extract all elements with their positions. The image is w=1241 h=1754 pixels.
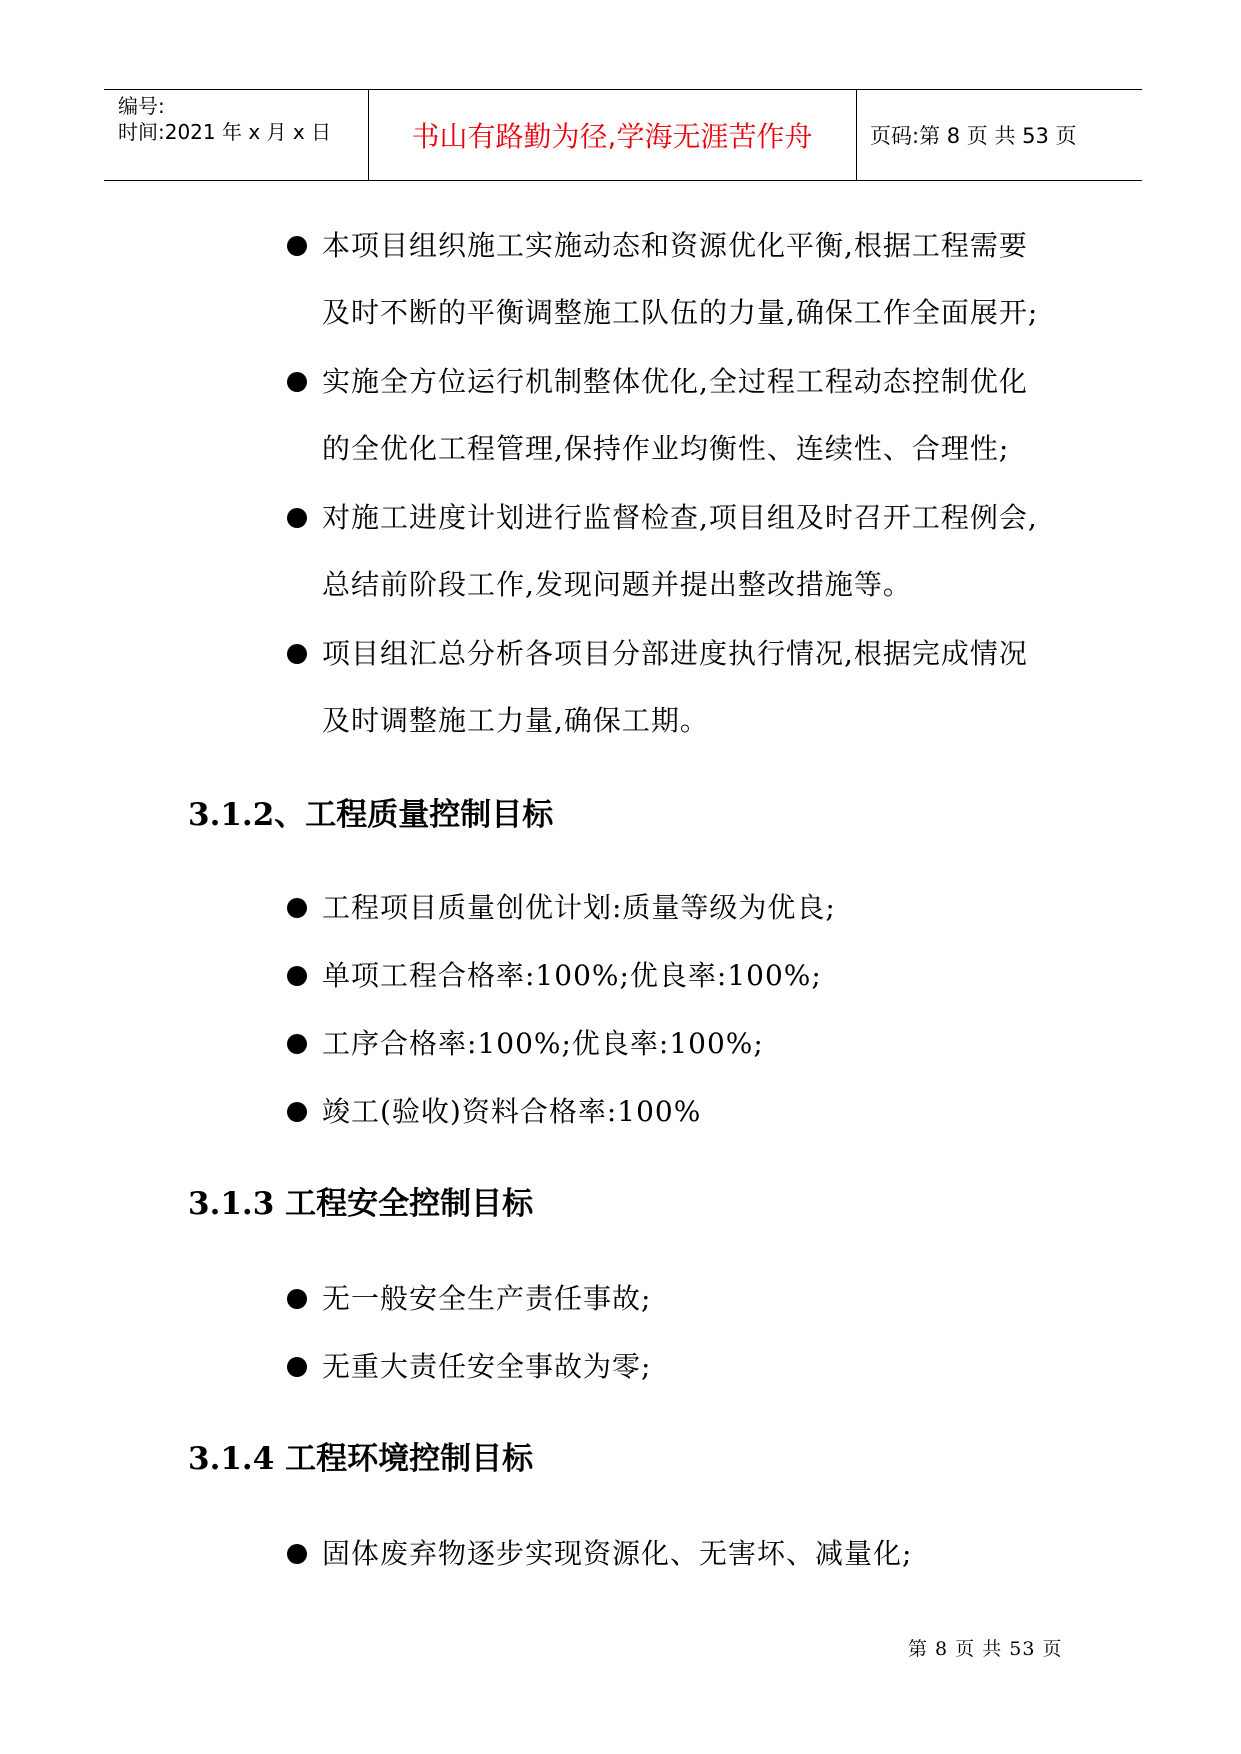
list-item-text: 单项工程合格率:100%;优良率:100%; (322, 959, 822, 992)
header-divider (856, 90, 857, 180)
bullet-icon (287, 508, 307, 528)
bullet-icon (287, 1034, 307, 1054)
list-item-text: 对施工进度计划进行监督检查,项目组及时召开工程例会, (322, 501, 1038, 534)
list-item-text: 无一般安全生产责任事故; (322, 1282, 652, 1315)
section-heading-safety: 3.1.3 工程安全控制目标 (188, 1186, 534, 1222)
list-item-text: 及时调整施工力量,确保工期。 (322, 704, 709, 737)
list-item-text: 固体废弃物逐步实现资源化、无害坏、减量化; (322, 1537, 913, 1570)
document-code-label: 编号: (118, 94, 165, 118)
bullet-icon (287, 1102, 307, 1122)
document-header (104, 89, 1142, 181)
list-item-text: 实施全方位运行机制整体优化,全过程工程动态控制优化 (322, 365, 1028, 398)
section-heading-environment: 3.1.4 工程环境控制目标 (188, 1441, 534, 1477)
bullet-icon (287, 644, 307, 664)
header-page-info: 页码:第 8 页 共 53 页 (870, 124, 1077, 148)
bullet-icon (287, 966, 307, 986)
bullet-icon (287, 372, 307, 392)
bullet-icon (287, 898, 307, 918)
list-item-text: 无重大责任安全事故为零; (322, 1350, 652, 1383)
bullet-icon (287, 1289, 307, 1309)
page-footer: 第 8 页 共 53 页 (908, 1638, 1063, 1660)
list-item-text: 工序合格率:100%;优良率:100%; (322, 1027, 764, 1060)
list-item-text: 工程项目质量创优计划:质量等级为优良; (322, 891, 836, 924)
list-item-text: 总结前阶段工作,发现问题并提出整改措施等。 (322, 568, 912, 601)
list-item-text: 的全优化工程管理,保持作业均衡性、连续性、合理性; (322, 432, 1010, 465)
bullet-icon (287, 1357, 307, 1377)
document-date: 时间:2021 年 x 月 x 日 (118, 120, 332, 144)
header-motto: 书山有路勤为径,学海无涯苦作舟 (411, 120, 813, 153)
section-heading-quality: 3.1.2、工程质量控制目标 (188, 797, 554, 833)
list-item-text: 及时不断的平衡调整施工队伍的力量,确保工作全面展开; (322, 296, 1039, 329)
list-item-text: 项目组汇总分析各项目分部进度执行情况,根据完成情况 (322, 637, 1028, 670)
list-item-text: 本项目组织施工实施动态和资源优化平衡,根据工程需要 (322, 229, 1028, 262)
bullet-icon (287, 236, 307, 256)
bullet-icon (287, 1544, 307, 1564)
list-item-text: 竣工(验收)资料合格率:100% (322, 1095, 702, 1128)
